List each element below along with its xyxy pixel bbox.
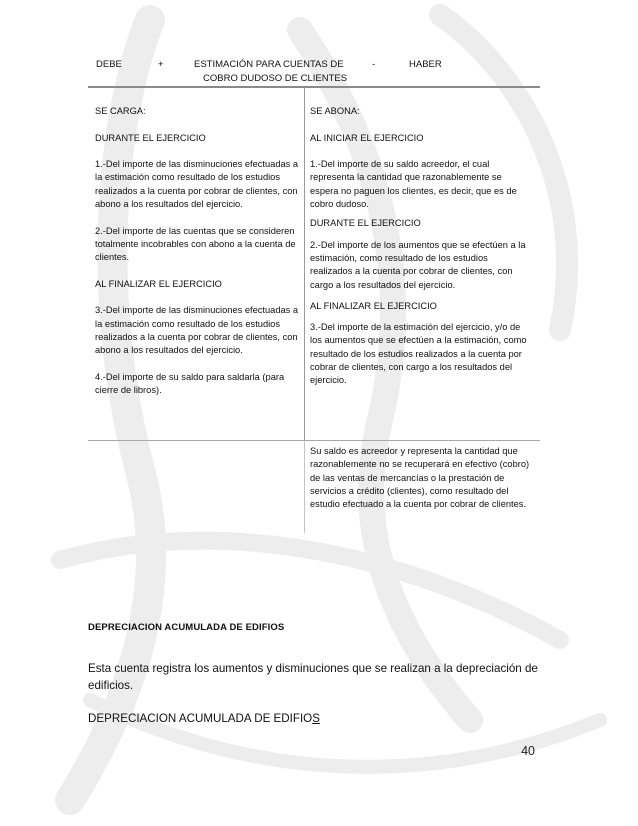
debit-item-2: 2.-Del importe de las cuentas que se consideren totalmente incobrables con abono a la cuenta de clientes. — [95, 225, 296, 263]
debe-label: DEBE — [96, 59, 122, 70]
t-account-top-rule — [88, 86, 540, 88]
haber-label: HABER — [409, 59, 442, 70]
plus-sign: + — [158, 59, 164, 70]
credit-item-2: 2.-Del importe de los aumentos que se efectúen a la estimación, como resultado de los estudios realizados a la cuenta por cobrar de clientes, con cargo a los resultados del ejercicio. — [310, 239, 526, 290]
balance-text: Su saldo es acreedor y representa la cantidad que razonablemente no se recuperará en efectivo (cobro) de las ventas de mercancías o la prestación de servicios a crédito (clientes), como resultado del estudio efectuado a la cuenta por cobrar de clientes. — [310, 446, 530, 510]
account-title-line1: ESTIMACIÓN PARA CUENTAS DE — [194, 59, 344, 70]
section-subtitle-main: DEPRECIACION ACUMULADA DE EDIFIO — [88, 712, 313, 725]
credit-subheading-during: DURANTE EL EJERCICIO — [310, 218, 421, 229]
debit-subheading-during: DURANTE EL EJERCICIO — [95, 132, 206, 143]
credit-subheading-start: AL INICIAR EL EJERCICIO — [310, 132, 424, 143]
section-description: Esta cuenta registra los aumentos y disminuciones que se realizan a la depreciación de edificios. — [88, 662, 538, 692]
debit-item-3: 3.-Del importe de las disminuciones efectuadas a la estimación como resultado de los estudios realizados a la cuenta por cobrar de clientes, con abono a los resultados del ejercicio. — [95, 305, 299, 356]
credit-column — [310, 105, 532, 388]
t-account-mid-rule — [88, 440, 540, 441]
minus-sign: - — [372, 59, 376, 70]
account-title-line2: COBRO DUDOSO DE CLIENTES — [203, 73, 348, 84]
section-subtitle-last-letter: S — [312, 712, 320, 725]
debit-subheading-end: AL FINALIZAR EL EJERCICIO — [95, 278, 222, 289]
credit-item-1: 1.-Del importe de su saldo acreedor, el cual representa la cantidad que razonablemente se espera no paguen los clientes, es decir, que es de cobro dudoso. — [310, 159, 517, 210]
credit-subheading-end: AL FINALIZAR EL EJERCICIO — [310, 300, 437, 311]
credit-heading: SE ABONA: — [310, 106, 360, 116]
t-account-vertical-rule-lower — [304, 441, 305, 533]
debit-heading: SE CARGA: — [95, 106, 146, 116]
t-account-vertical-rule-upper — [304, 88, 305, 440]
section-title: DEPRECIACION ACUMULADA DE EDIFIOS — [88, 622, 285, 633]
debit-item-1: 1.-Del importe de las disminuciones efectuadas a la estimación como resultado de los estudios realizados a la cuenta por cobrar de clientes, con abono a los resultados del ejercicio. — [95, 159, 299, 210]
section-subtitle — [88, 712, 320, 725]
balance-note — [310, 445, 532, 511]
page-number: 40 — [521, 744, 535, 758]
debit-column — [95, 105, 299, 398]
debit-item-4: 4.-Del importe de su saldo para saldarla (para cierre de libros). — [95, 371, 285, 396]
credit-item-3: 3.-Del importe de la estimación del ejercicio, y/o de los aumentos que se efectúen a la estimación, como resultado de los estudios realizados a la cuenta por cobrar de clientes, con cargo a los resultados del ejercicio. — [310, 322, 527, 386]
